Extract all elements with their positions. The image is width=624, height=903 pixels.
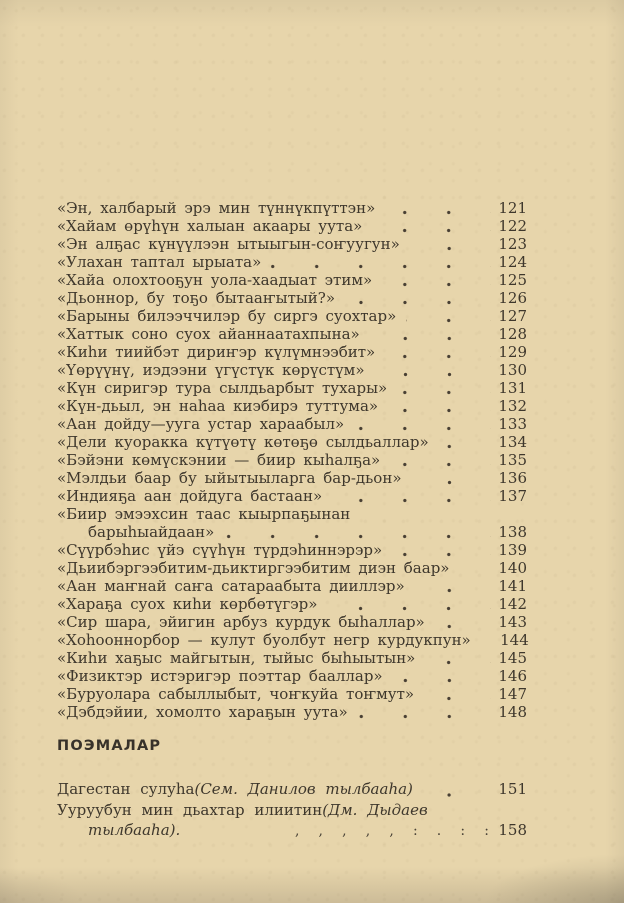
entry-title: «Дэбдэйии, хомолто хараҕын уута»	[57, 703, 348, 721]
entry-page-number: 121	[498, 199, 527, 217]
toc-entry	[57, 595, 527, 613]
entry-title: «Үөрүүнү, иэдээни үгүстүк көрүстүм»	[57, 361, 365, 379]
entry-page-number: 135	[498, 451, 527, 469]
entry-title: «Буруолара сабыллыбыт, чоҥкуйа тоҥмут»	[57, 685, 415, 703]
toc-entry	[57, 667, 527, 685]
toc-entry	[57, 541, 527, 559]
entry-title: «Улахан таптал ырыата»	[57, 253, 262, 271]
dot-leader	[393, 667, 491, 685]
dot-leader	[382, 271, 491, 289]
entry-page-number: 158	[498, 821, 527, 839]
dot-leader	[410, 235, 491, 253]
entry-page-number: 146	[498, 667, 527, 685]
toc-entry	[57, 415, 527, 433]
entry-title: «Физиктэр истэригэр поэттар бааллар»	[57, 667, 383, 685]
toc-entry	[57, 325, 527, 343]
toc-entry	[57, 235, 527, 253]
toc-entry	[57, 253, 527, 271]
entry-title: барыһыайдаан»	[88, 523, 215, 541]
toc-entry	[57, 271, 527, 289]
entry-title: «Дьоннор, бу тоҕо бытааҥытый?»	[57, 289, 336, 307]
toc-entry	[57, 800, 527, 821]
dot-leader	[397, 379, 491, 397]
section-header-poemalar: ПОЭМАЛАР	[57, 738, 162, 754]
entry-title: «Эн, халбарый эрэ мин түннүкпүттэн»	[57, 199, 376, 217]
entry-page-number: 130	[498, 361, 527, 379]
dot-leader	[370, 325, 491, 343]
entry-title: «Хараҕа суох киһи көрбөтүгэр»	[57, 595, 318, 613]
dot-leader	[406, 307, 491, 325]
toc-entry	[57, 703, 527, 721]
toc-entry	[57, 820, 527, 842]
toc-entry	[57, 361, 527, 379]
entry-page-number: 128	[498, 325, 527, 343]
toc-entry	[57, 289, 527, 307]
entry-page-number: 127	[498, 307, 527, 325]
dot-leader	[415, 577, 491, 595]
dot-leader	[354, 415, 491, 433]
entry-title: «Хайа олохтооҕун уола-хаадыат этим»	[57, 271, 373, 289]
dot-leader	[224, 523, 491, 541]
toc-entry	[57, 613, 527, 631]
entry-title: тылбааһа).	[88, 821, 181, 839]
entry-title: «Дели куоракка күтүөтү көтөҕө сылдьаллар»	[57, 433, 429, 451]
dot-leader	[358, 703, 491, 721]
dot-leader	[435, 613, 491, 631]
entry-page-number: 141	[498, 577, 527, 595]
toc-entry	[57, 685, 527, 703]
entry-title: «Бэйэни көмүскэнии — биир кыһалҕа»	[57, 451, 381, 469]
dot-leader	[271, 253, 491, 271]
toc-entry	[57, 397, 527, 415]
toc-entry	[57, 523, 527, 541]
toc-entry	[57, 307, 527, 325]
toc-entry	[57, 379, 527, 397]
dot-leader	[392, 541, 491, 559]
toc-entry	[57, 779, 527, 800]
toc-entry	[57, 649, 527, 667]
entry-title: Дагестан сулуһа	[57, 780, 195, 798]
dot-leader	[332, 487, 491, 505]
toc-entry	[57, 199, 527, 217]
entry-translator: (Дм. Дыдаев	[322, 800, 428, 819]
dot-leader	[345, 289, 491, 307]
entry-page-number: 147	[498, 685, 527, 703]
entry-page-number: 142	[498, 595, 527, 613]
dot-leader	[481, 631, 493, 649]
entry-page-number: 126	[498, 289, 527, 307]
toc-entry	[57, 451, 527, 469]
entry-page-number: 131	[498, 379, 527, 397]
toc-entry	[57, 487, 527, 505]
dot-leader	[425, 649, 491, 667]
toc-entry	[57, 631, 527, 649]
entry-page-number: 144	[500, 631, 529, 649]
dot-leader	[423, 779, 491, 800]
entry-title: «Биир эмээхсин таас кыырпаҕынан	[57, 505, 351, 523]
toc-entry	[57, 559, 527, 577]
toc-entry	[57, 433, 527, 451]
entry-title: «Барыны билээччилэр бу сиргэ суохтар»	[57, 307, 397, 325]
toc-entry	[57, 505, 527, 523]
entry-page-number: 148	[498, 703, 527, 721]
dot-leader	[372, 217, 491, 235]
entry-page-number: 140	[498, 559, 527, 577]
entry-page-number: 138	[498, 523, 527, 541]
entry-page-number: 129	[498, 343, 527, 361]
entry-title: «Киһи тиийбэт дириҥэр күлүмнээбит»	[57, 343, 376, 361]
punct-leader: , , , , , : . : :	[294, 823, 489, 839]
entry-title: «Күн-дьыл, эн наһаа киэбирэ туттума»	[57, 397, 379, 415]
entry-title: «Индияҕа аан дойдуга бастаан»	[57, 487, 323, 505]
entry-page-number: 133	[498, 415, 527, 433]
dot-leader	[424, 685, 491, 703]
entry-title: «Киһи хаҕыс майгытын, тыйыс быһыытын»	[57, 649, 416, 667]
entry-page-number: 145	[498, 649, 527, 667]
entry-page-number: 151	[498, 780, 527, 798]
entry-title: «Аан маҥнай саҥа сатараабыта дииллэр»	[57, 577, 405, 595]
toc-entry	[57, 577, 527, 595]
dot-leader	[385, 199, 491, 217]
entry-page-number: 139	[498, 541, 527, 559]
entry-title: Ууруубун мин дьахтар илиитин	[57, 800, 323, 819]
entry-title: «Хаттык соно суох айаннаатахпына»	[57, 325, 360, 343]
entry-page-number: 122	[498, 217, 527, 235]
entry-translator: (Сем. Данилов тылбааһа)	[194, 780, 413, 798]
entry-title: «Хоһооннорбор — кулут буолбут негр курдукпун»	[57, 631, 471, 649]
entry-page-number: 124	[498, 253, 527, 271]
dot-leader	[388, 397, 491, 415]
entry-title: «Күн сиригэр тура сылдьарбыт тухары»	[57, 379, 388, 397]
toc-entry	[57, 343, 527, 361]
entry-page-number: 137	[498, 487, 527, 505]
entry-page-number: 136	[498, 469, 527, 487]
entry-page-number: 123	[498, 235, 527, 253]
entry-title: «Эн алҕас күнүүлээн ытыыгын-соҥуугун»	[57, 235, 400, 253]
dot-leader	[390, 451, 491, 469]
dot-leader	[459, 559, 491, 577]
entry-title: «Сүүрбэһис үйэ сүүһүн түрдэһиннэрэр»	[57, 541, 383, 559]
dot-leader	[412, 469, 492, 487]
dot-leader	[327, 595, 491, 613]
entry-title: «Аан дойду—ууга устар хараабыл»	[57, 415, 345, 433]
entry-title: «Сир шара, эйигин арбуз курдук быһаллар»	[57, 613, 425, 631]
toc-list	[57, 199, 527, 721]
dot-leader	[375, 361, 492, 379]
poem-list	[57, 779, 527, 842]
toc-entry	[57, 469, 527, 487]
entry-title: «Хайам өрүһүн халыан акаары уута»	[57, 217, 363, 235]
dot-leader	[439, 433, 491, 451]
entry-page-number: 143	[498, 613, 527, 631]
entry-page-number: 132	[498, 397, 527, 415]
entry-page-number: 125	[498, 271, 527, 289]
dot-leader	[385, 343, 491, 361]
entry-page-number: 134	[498, 433, 527, 451]
entry-title: «Мэлдьи баар бу ыйытыыларга бар-дьон»	[57, 469, 402, 487]
entry-title: «Дьиибэргээбитим-дьиктиргээбитим диэн баар»	[57, 559, 450, 577]
toc-entry	[57, 217, 527, 235]
